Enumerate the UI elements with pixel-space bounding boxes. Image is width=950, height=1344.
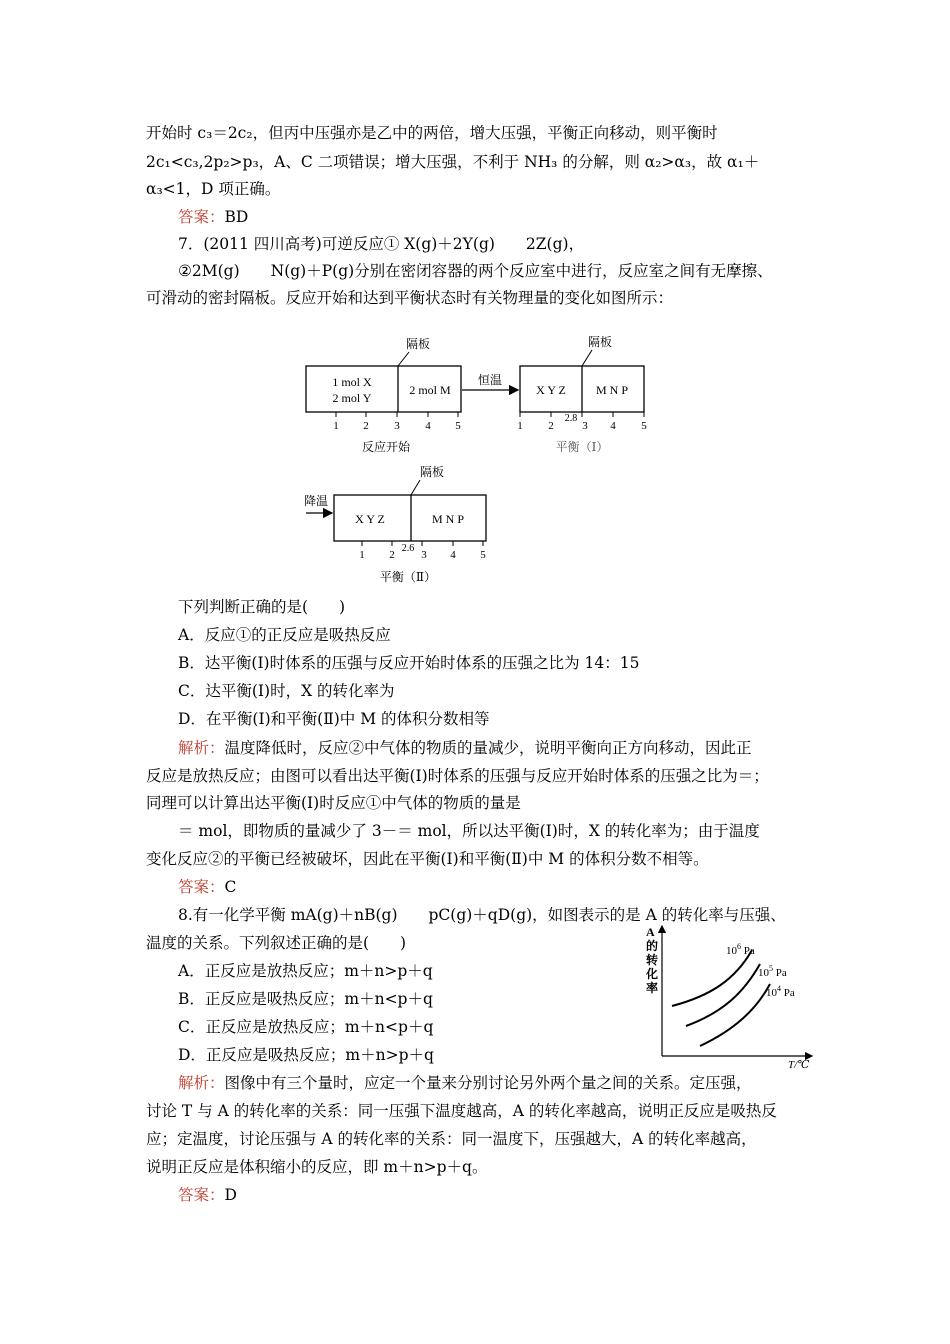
option-a: A．反应①的正反应是吸热反应 bbox=[178, 626, 391, 644]
y-label-char: 的 bbox=[646, 939, 659, 953]
text-line: 开始时 c₃＝2c₂，但丙中压强亦是乙中的两倍，增大压强，平衡正向移动，则平衡时 bbox=[146, 124, 718, 142]
analysis-line bbox=[178, 1072, 752, 1094]
tick-label: 5 bbox=[480, 549, 486, 561]
caption-equilibrium-2: 平衡（Ⅱ） bbox=[379, 570, 437, 584]
curve-1e5-pa bbox=[686, 964, 760, 1026]
equilibrium-left-species: X Y Z bbox=[355, 512, 385, 526]
question-7-line: 7．(2011 四川高考)可逆反应① X(g)＋2Y(g) 2Z(g)， bbox=[178, 235, 585, 253]
analysis-label: 解析： bbox=[178, 739, 225, 757]
option-c: C．达平衡(Ⅰ)时，X 的转化率为 bbox=[178, 682, 395, 700]
analysis-label: 解析： bbox=[178, 1074, 225, 1092]
partition-label: 隔板 bbox=[406, 337, 431, 351]
conversion-rate-graph bbox=[640, 920, 820, 1070]
start-left-line2: 2 mol Y bbox=[332, 391, 372, 405]
equilibrium-right-species: M N P bbox=[431, 512, 465, 526]
partition-position-mark: 2.6 bbox=[401, 543, 415, 554]
analysis-text: 温度降低时，反应②中气体的物质的量减少，说明平衡向正方向移动，因此正 bbox=[224, 739, 752, 757]
answer-label: 答案： bbox=[178, 1186, 225, 1204]
option-a: A．正反应是放热反应；m＋n>p＋q bbox=[178, 962, 433, 980]
tick-label: 3 bbox=[582, 420, 588, 432]
caption-start: 反应开始 bbox=[361, 440, 411, 454]
partition-position-mark: 2.8 bbox=[564, 413, 578, 424]
partition-pointer bbox=[411, 480, 420, 495]
analysis-line: 同理可以计算出达平衡(Ⅰ)时反应①中气体的物质的量是 bbox=[146, 794, 521, 812]
analysis-line: 说明正反应是体积缩小的反应，即 m＋n>p＋q。 bbox=[146, 1158, 488, 1176]
partition-pointer bbox=[398, 352, 409, 366]
question-7-line: 可滑动的密封隔板。反应开始和达到平衡状态时有关物理量的变化如图所示： bbox=[146, 289, 674, 307]
tick-label: 5 bbox=[455, 420, 461, 432]
series-label-1e5: $10^5$ Pa bbox=[758, 964, 787, 979]
answer-label: 答案： bbox=[178, 878, 225, 896]
option-c: C．正反应是放热反应；m＋n<p＋q bbox=[178, 1018, 434, 1036]
partition-pointer bbox=[582, 350, 592, 366]
tick-label: 1 bbox=[333, 420, 339, 432]
answer-value: C bbox=[224, 878, 237, 896]
option-b: B．达平衡(Ⅰ)时体系的压强与反应开始时体系的压强之比为 14：15 bbox=[178, 654, 640, 672]
text-line: 2c₁<c₃,2p₂>p₃，A、C 二项错误；增大压强，不利于 NH₃ 的分解，则 α₂>α₃，故 α₁＋ bbox=[146, 153, 760, 171]
partition-label: 隔板 bbox=[420, 465, 445, 479]
question-stem: 下列判断正确的是( ) bbox=[178, 598, 346, 616]
tick-label: 1 bbox=[517, 420, 523, 432]
y-label-char: A bbox=[646, 925, 655, 939]
analysis-line: 变化反应②的平衡已经被破坏，因此在平衡(Ⅰ)和平衡(Ⅱ)中 M 的体积分数不相等。 bbox=[146, 850, 709, 868]
question-8-line: 8.有一化学平衡 mA(g)＋nB(g) pC(g)＋qD(g)，如图表示的是 A 的转化率与压强、 bbox=[178, 906, 786, 924]
curve-1e6-pa bbox=[672, 950, 752, 1006]
tick-label: 2 bbox=[548, 420, 554, 432]
answer-line bbox=[178, 206, 248, 228]
tick-label: 4 bbox=[425, 420, 431, 432]
option-d: D．正反应是吸热反应；m＋n>p＋q bbox=[178, 1046, 434, 1064]
text-line: α₃<1，D 项正确。 bbox=[146, 180, 281, 198]
analysis-line: 反应是放热反应；由图可以看出达平衡(Ⅰ)时体系的压强与反应开始时体系的压强之比为＝； bbox=[146, 767, 769, 785]
analysis-text: 图像中有三个量时，应定一个量来分别讨论另外两个量之间的关系。定压强， bbox=[224, 1074, 752, 1092]
analysis-line: ＝ mol，即物质的量减少了 3－＝ mol，所以达平衡(Ⅰ)时，X 的转化率为；由于温度 bbox=[178, 822, 760, 840]
y-label-char: 化 bbox=[646, 967, 659, 981]
start-left-line1: 1 mol X bbox=[332, 375, 372, 389]
tick-label: 1 bbox=[359, 549, 365, 561]
reaction-chamber-figure bbox=[296, 330, 696, 588]
equilibrium-left-species: X Y Z bbox=[536, 383, 566, 397]
y-label-char: 转 bbox=[646, 953, 659, 967]
equilibrium-2-ticks bbox=[359, 541, 486, 561]
option-b: B．正反应是吸热反应；m＋n<p＋q bbox=[178, 990, 433, 1008]
tick-label: 4 bbox=[610, 420, 616, 432]
series-label-1e6: $10^6$ Pa bbox=[726, 942, 755, 957]
answer-line bbox=[178, 1184, 237, 1206]
answer-value: BD bbox=[224, 208, 249, 226]
tick-label: 5 bbox=[641, 420, 647, 432]
start-right-label: 2 mol M bbox=[409, 383, 451, 397]
tick-label: 2 bbox=[389, 549, 395, 561]
answer-label: 答案： bbox=[178, 208, 225, 226]
analysis-line: 应；定温度，讨论压强与 A 的转化率的关系：同一温度下，压强越大，A 的转化率越高， bbox=[146, 1130, 757, 1148]
tick-label: 4 bbox=[450, 549, 456, 561]
equilibrium-1-ticks bbox=[517, 412, 647, 432]
tick-label: 3 bbox=[394, 420, 400, 432]
arrow-label: 降温 bbox=[304, 494, 329, 508]
analysis-line: 讨论 T 与 A 的转化率的关系：同一压强下温度越高，A 的转化率越高，说明正反应是吸热反 bbox=[146, 1102, 777, 1120]
question-7-line: ②2M(g) N(g)＋P(g)分别在密闭容器的两个反应室中进行，反应室之间有无摩擦、 bbox=[178, 262, 773, 280]
arrow-label: 恒温 bbox=[477, 373, 503, 387]
analysis-line bbox=[178, 737, 752, 759]
answer-line bbox=[178, 876, 236, 898]
tick-label: 2 bbox=[363, 420, 369, 432]
option-d: D．在平衡(Ⅰ)和平衡(Ⅱ)中 M 的体积分数相等 bbox=[178, 710, 490, 728]
tick-label: 3 bbox=[421, 549, 427, 561]
answer-value: D bbox=[224, 1186, 237, 1204]
question-8-line: 温度的关系。下列叙述正确的是( ) bbox=[146, 934, 407, 952]
y-axis-label bbox=[645, 925, 658, 995]
y-label-char: 率 bbox=[646, 981, 659, 995]
partition-label: 隔板 bbox=[588, 335, 613, 349]
start-ticks bbox=[333, 412, 461, 432]
caption-equilibrium-1: 平衡（Ⅰ） bbox=[555, 440, 609, 454]
x-axis-label: T/℃ bbox=[788, 1059, 810, 1070]
equilibrium-right-species: M N P bbox=[595, 383, 629, 397]
series-label-1e4: $10^4$ Pa bbox=[766, 984, 795, 999]
